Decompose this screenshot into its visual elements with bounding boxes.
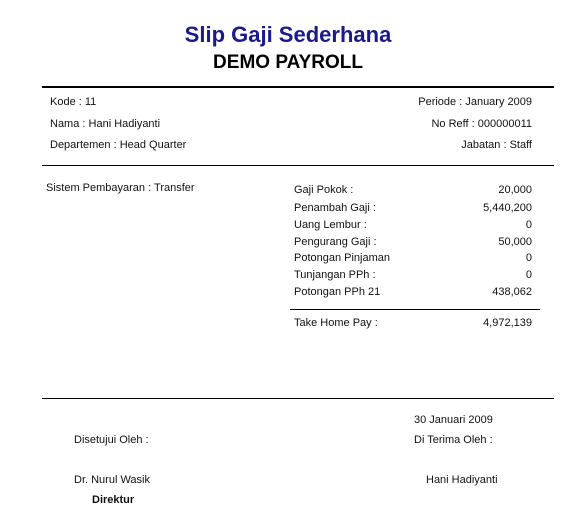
received-by-label: Di Terima Oleh : [414,434,493,446]
line-value: 0 [525,269,532,281]
employee-name: Nama : Hani Hadiyanti [50,118,161,130]
footer-divider [42,398,554,399]
take-home-pay-label: Take Home Pay : [294,317,378,329]
info-divider [42,165,554,166]
line-value: 5,440,200 [483,202,532,214]
approver-name: Dr. Nurul Wasik [74,474,150,486]
line-label: Uang Lembur : [294,219,367,231]
take-home-pay-value: 4,972,139 [483,317,532,329]
line-value: 50,000 [498,236,532,248]
approver-title: Direktur [92,494,135,506]
pay-period: Periode : January 2009 [418,96,532,108]
line-value: 0 [525,252,532,264]
line-label: Tunjangan PPh : [294,269,376,281]
line-value: 20,000 [498,184,532,196]
line-label: Penambah Gaji : [294,202,376,214]
payment-method: Sistem Pembayaran : Transfer [46,182,195,194]
company-name: DEMO PAYROLL [213,52,363,73]
line-label: Potongan Pinjaman [294,252,391,264]
employee-department: Departemen : Head Quarter [50,139,187,151]
total-divider [290,309,540,310]
reference-number: No Reff : 000000011 [431,118,532,130]
document-title: Slip Gaji Sederhana [184,22,392,47]
line-value: 438,062 [492,286,532,298]
receiver-name: Hani Hadiyanti [426,474,498,486]
line-label: Gaji Pokok : [294,184,354,196]
line-label: Potongan PPh 21 [294,286,381,298]
line-value: 0 [525,219,532,231]
slip-date: 30 Januari 2009 [414,414,493,426]
line-label: Pengurang Gaji : [294,236,377,248]
job-title: Jabatan : Staff [461,139,532,151]
header-divider [42,86,554,88]
approved-by-label: Disetujui Oleh : [74,434,149,446]
employee-code: Kode : 11 [50,96,97,108]
